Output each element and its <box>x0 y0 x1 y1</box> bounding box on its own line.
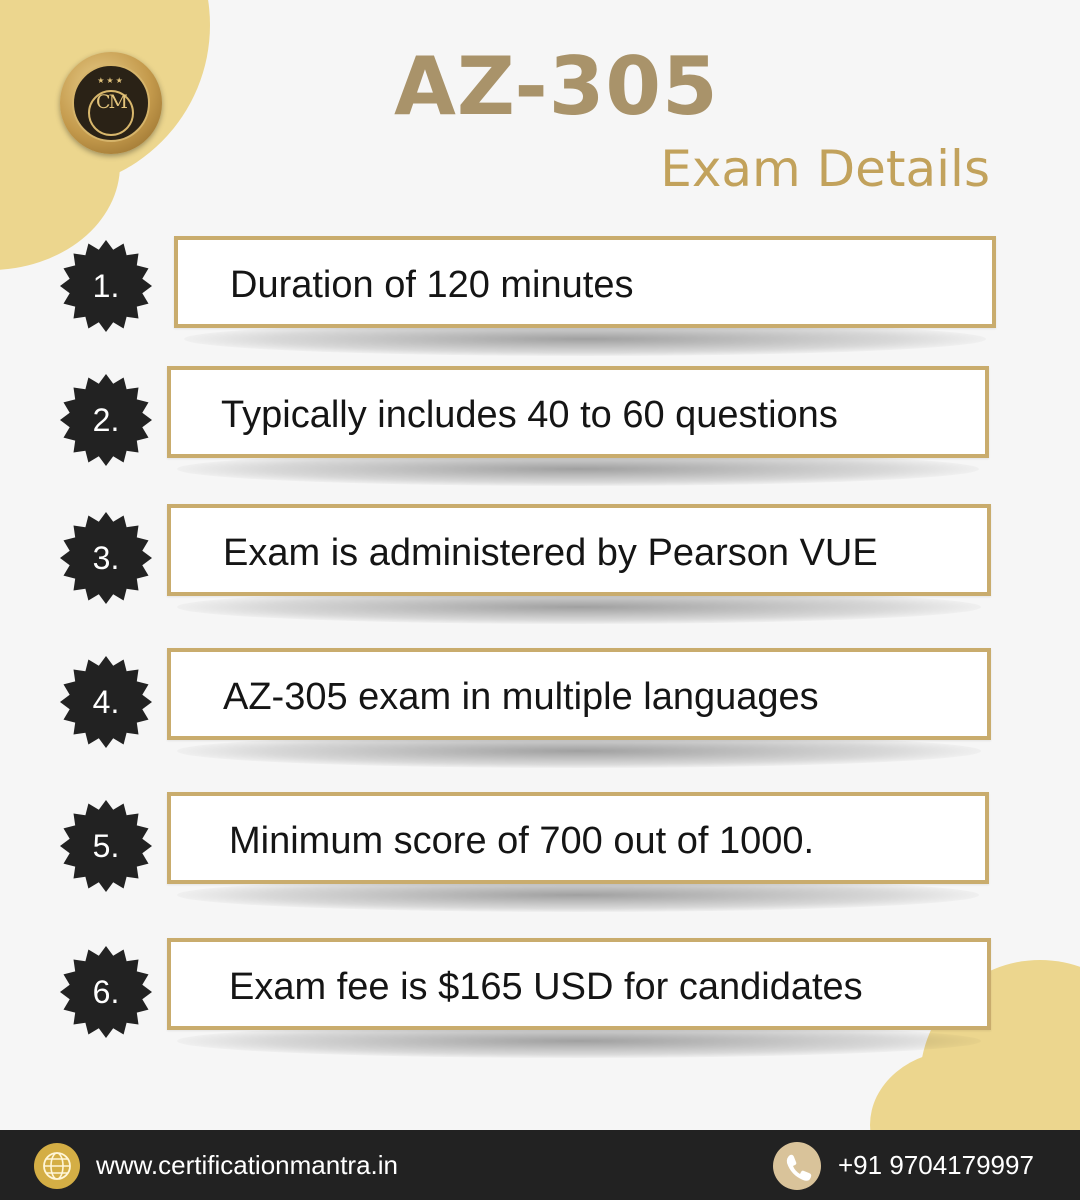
number-badge-icon <box>60 240 152 332</box>
phone-link[interactable]: +91 9704179997 <box>838 1150 1034 1180</box>
list-item <box>0 792 1080 902</box>
number-badge-icon <box>60 946 152 1038</box>
detail-text: AZ-305 exam in multiple languages <box>223 676 819 718</box>
list-item <box>0 236 1080 346</box>
logo-emblem <box>72 64 150 142</box>
badge-number: 6. <box>92 974 120 1010</box>
detail-text: Typically includes 40 to 60 questions <box>221 394 838 436</box>
detail-card <box>167 366 989 458</box>
list-item <box>0 504 1080 614</box>
number-badge-icon <box>60 800 152 892</box>
number-badge-icon <box>60 656 152 748</box>
number-badge-icon <box>60 512 152 604</box>
badge-number: 4. <box>92 684 120 720</box>
badge-number: 2. <box>92 402 120 438</box>
badge-number: 3. <box>92 540 120 576</box>
number-badge-icon <box>60 374 152 466</box>
detail-text: Duration of 120 minutes <box>230 264 634 306</box>
badge-number: 1. <box>92 268 120 304</box>
phone-icon <box>773 1142 821 1190</box>
detail-card <box>167 504 991 596</box>
page-subtitle: Exam Details <box>660 140 990 198</box>
logo-monogram: CM <box>96 91 126 113</box>
logo-stars-icon: ★★★ <box>97 76 125 85</box>
globe-icon <box>34 1143 80 1189</box>
list-item <box>0 366 1080 476</box>
brand-logo <box>60 52 162 154</box>
detail-card <box>167 648 991 740</box>
detail-text: Exam fee is $165 USD for candidates <box>229 966 863 1008</box>
detail-text: Exam is administered by Pearson VUE <box>223 532 878 574</box>
website-link[interactable]: www.certificationmantra.in <box>96 1150 398 1180</box>
detail-text: Minimum score of 700 out of 1000. <box>229 820 815 862</box>
badge-number: 5. <box>92 828 120 864</box>
detail-card <box>167 938 991 1030</box>
detail-card <box>174 236 996 328</box>
page-title: AZ-305 <box>394 40 719 133</box>
detail-card <box>167 792 989 884</box>
list-item <box>0 938 1080 1048</box>
footer-bar <box>0 1130 1080 1200</box>
list-item <box>0 648 1080 758</box>
